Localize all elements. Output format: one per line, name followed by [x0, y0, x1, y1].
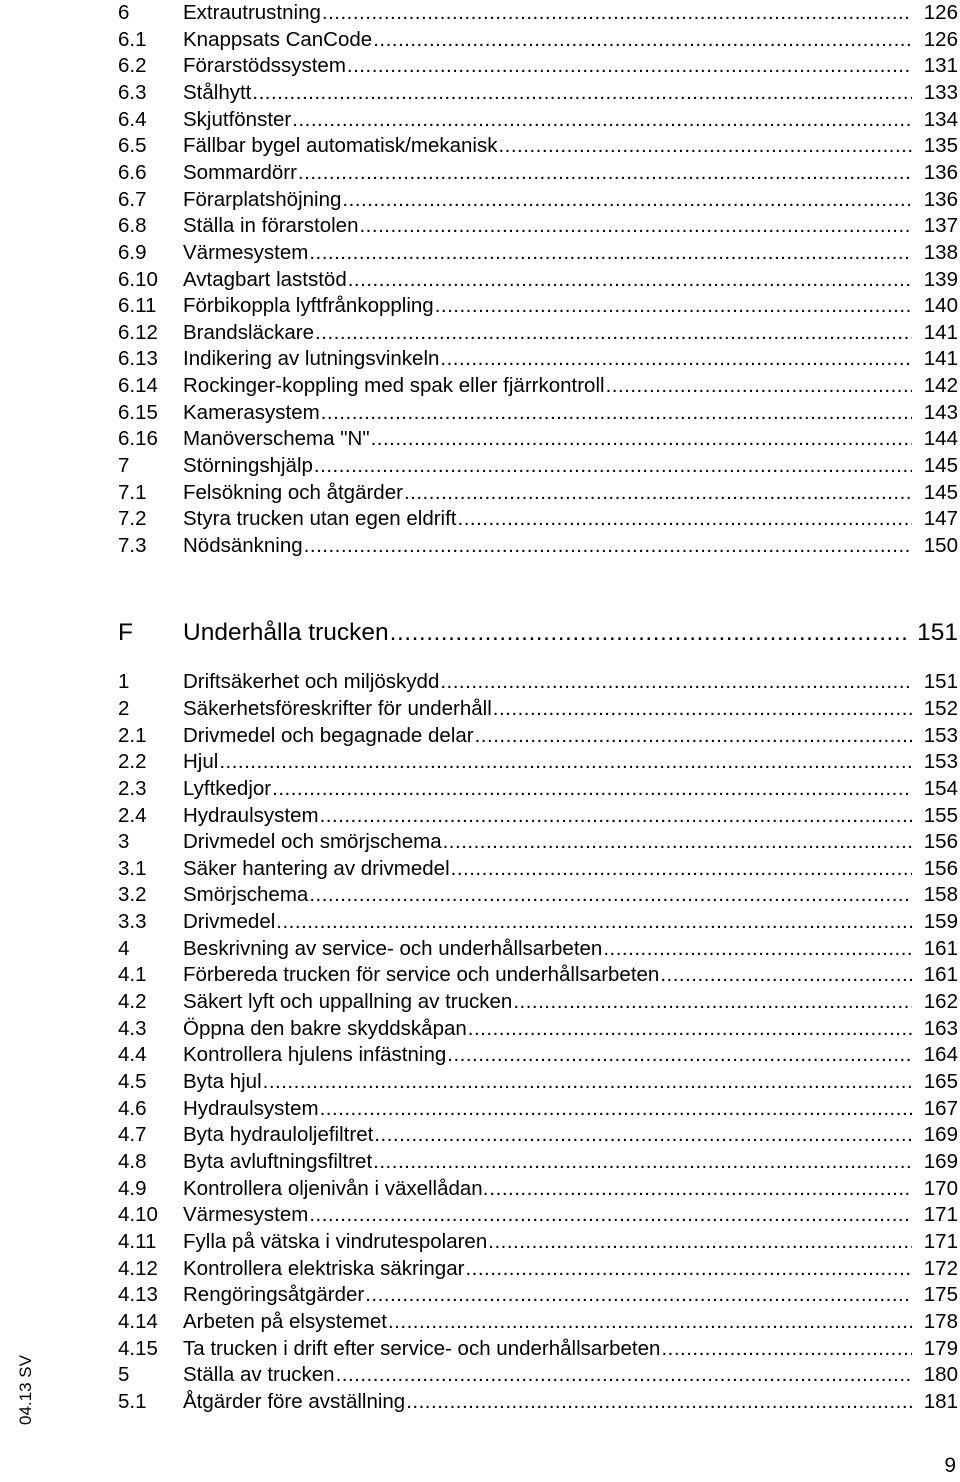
toc-entry-title: Felsökning och åtgärder: [183, 481, 403, 504]
toc-entry-title: Rockinger-koppling med spak eller fjärrkontroll: [183, 374, 605, 397]
toc-entry-number: 6.6: [118, 161, 147, 184]
toc-entry-page: 169: [923, 1150, 958, 1173]
dot-leader: [390, 617, 908, 649]
toc-entry-title: Smörjschema: [183, 883, 309, 906]
toc-entry[interactable]: [118, 1176, 958, 1202]
toc-entry[interactable]: [118, 723, 958, 749]
toc-entry-page: 131: [923, 54, 958, 77]
toc-entry-page: 158: [923, 883, 958, 906]
toc-entry-title: Ställa in förarstolen: [183, 214, 359, 237]
toc-entry-page: 133: [923, 81, 958, 104]
toc-entry[interactable]: [118, 989, 958, 1015]
toc-entry-page: 165: [923, 1070, 958, 1093]
dot-leader: [440, 669, 912, 695]
dot-leader: [404, 480, 912, 506]
toc-entry-page: 181: [923, 1390, 958, 1413]
dot-leader: [298, 160, 912, 186]
toc-entry-title: Kamerasystem: [183, 401, 320, 424]
toc-entry[interactable]: [118, 1096, 958, 1122]
toc-entry-title: Kontrollera hjulens infästning: [183, 1043, 447, 1066]
toc-entry-number: 4.8: [118, 1150, 147, 1173]
toc-entry-page: 159: [923, 910, 958, 933]
page-number: 9: [944, 1454, 956, 1477]
toc-entry-number: 7.3: [118, 534, 147, 557]
toc-entry[interactable]: [118, 962, 958, 988]
toc-entry-title: Förarstödssystem: [183, 54, 346, 77]
toc-entry-page: 134: [923, 108, 958, 131]
dot-leader: [348, 267, 912, 293]
dot-leader: [447, 1042, 912, 1068]
dot-leader: [443, 829, 912, 855]
toc-entry[interactable]: [118, 1362, 958, 1388]
dot-leader: [263, 1069, 912, 1095]
toc-entry-number: 4.9: [118, 1177, 147, 1200]
toc-entry-page: 155: [923, 804, 958, 827]
toc-entry-number: 6.10: [118, 268, 158, 291]
toc-entry-title: Kontrollera oljenivån i växellådan.: [183, 1177, 489, 1200]
dot-leader: [465, 1256, 912, 1282]
toc-entry-page: 136: [923, 161, 958, 184]
toc-entry-title: Stålhytt: [183, 81, 252, 104]
toc-entry-page: 151: [923, 670, 958, 693]
toc-entry-title: Underhålla trucken: [183, 619, 389, 646]
toc-entry-number: 6.11: [118, 294, 157, 317]
dot-leader: [309, 1202, 912, 1228]
toc-entry-number: 1: [118, 670, 130, 693]
toc-entry-number: 7: [118, 454, 130, 477]
toc-entry-title: Hjul: [183, 750, 219, 773]
toc-entry-title: Rengöringsåtgärder: [183, 1283, 365, 1306]
dot-leader: [272, 776, 912, 802]
toc-entry-number: 3: [118, 830, 130, 853]
dot-leader: [498, 133, 912, 159]
dot-leader: [488, 1229, 912, 1255]
toc-entry[interactable]: [118, 1256, 958, 1282]
toc-entry-title: Fylla på vätska i vindrutespolaren: [183, 1230, 488, 1253]
toc-entry[interactable]: [118, 856, 958, 882]
toc-entry-number: 6.4: [118, 108, 147, 131]
toc-entry[interactable]: [118, 187, 958, 213]
toc-entry-title: Förbikoppla lyftfrånkoppling: [183, 294, 434, 317]
toc-entry-number: 6.13: [118, 347, 158, 370]
dot-leader: [219, 749, 912, 775]
dot-leader: [309, 882, 912, 908]
toc-entry[interactable]: [118, 1309, 958, 1335]
toc-entry[interactable]: [118, 1069, 958, 1095]
dot-leader: [373, 1149, 912, 1175]
toc-entry-number: 5.1: [118, 1390, 147, 1413]
dot-leader: [320, 803, 912, 829]
dot-leader: [373, 27, 912, 53]
dot-leader: [451, 856, 912, 882]
toc-entry[interactable]: [118, 27, 958, 53]
toc-entry-page: 164: [923, 1043, 958, 1066]
toc-entry-title: Värmesystem: [183, 241, 309, 264]
dot-leader: [371, 426, 912, 452]
toc-entry[interactable]: [118, 1229, 958, 1255]
toc-entry-title: Fällbar bygel automatisk/mekanisk: [183, 134, 498, 157]
toc-entry[interactable]: [118, 1336, 958, 1362]
toc-entry-title: Drivmedel och smörjschema: [183, 830, 442, 853]
dot-leader: [661, 1336, 912, 1362]
toc-entry-title: Förarplatshöjning: [183, 188, 342, 211]
toc-entry[interactable]: [118, 749, 958, 775]
toc-entry[interactable]: [118, 346, 958, 372]
toc-entry-page: 153: [923, 724, 958, 747]
toc-entry[interactable]: [118, 533, 958, 559]
toc-entry[interactable]: [118, 453, 958, 479]
toc-entry-page: 167: [923, 1097, 958, 1120]
toc-entry-page: 137: [923, 214, 958, 237]
toc-entry-title: Hydraulsystem: [183, 804, 319, 827]
toc-entry-number: 6.15: [118, 401, 158, 424]
toc-entry-page: 140: [923, 294, 958, 317]
toc-entry-page: 161: [923, 963, 958, 986]
toc-entry-number: 4.15: [118, 1337, 158, 1360]
toc-entry-page: 141: [923, 347, 958, 370]
toc-entry-page: 156: [923, 857, 958, 880]
dot-leader: [359, 213, 912, 239]
toc-entry-title: Hydraulsystem: [183, 1097, 319, 1120]
toc-entry-page: 150: [923, 534, 958, 557]
toc-entry-title: Extrautrustning: [183, 1, 321, 24]
dot-leader: [315, 320, 912, 346]
toc-entry-title: Lyftkedjor: [183, 777, 272, 800]
dot-leader: [374, 1122, 912, 1148]
toc-entry[interactable]: [118, 213, 958, 239]
toc-entry-number: 4.6: [118, 1097, 147, 1120]
dot-leader: [435, 293, 912, 319]
toc-entry[interactable]: [118, 882, 958, 908]
toc-entry[interactable]: [118, 80, 958, 106]
dot-leader: [309, 240, 912, 266]
toc-entry-number: 4.2: [118, 990, 147, 1013]
toc-entry-title: Säkert lyft och uppallning av trucken: [183, 990, 513, 1013]
toc-entry[interactable]: [118, 506, 958, 532]
dot-leader: [660, 962, 912, 988]
toc-entry-page: 180: [923, 1363, 958, 1386]
toc-entry-number: 4.13: [118, 1283, 158, 1306]
toc-entry-number: 4.3: [118, 1017, 147, 1040]
toc-entry[interactable]: [118, 293, 958, 319]
toc-entry[interactable]: [118, 909, 958, 935]
dot-leader: [468, 1016, 912, 1042]
dot-leader: [475, 723, 912, 749]
toc-entry-page: 138: [923, 241, 958, 264]
toc-entry-page: 152: [923, 697, 958, 720]
toc-entry-number: 7.2: [118, 507, 147, 530]
toc-entry-number: 4.1: [118, 963, 147, 986]
toc-entry-title: Öppna den bakre skyddskåpan: [183, 1017, 467, 1040]
toc-entry[interactable]: [118, 480, 958, 506]
toc-entry[interactable]: [118, 0, 958, 26]
toc-entry-page: 145: [923, 454, 958, 477]
toc-entry-title: Ställa av trucken: [183, 1363, 335, 1386]
toc-entry-number: 3.1: [118, 857, 147, 880]
toc-entry-number: 6.3: [118, 81, 147, 104]
toc-entry[interactable]: [118, 1202, 958, 1228]
toc-entry-number: 6.9: [118, 241, 147, 264]
toc-entry-title: Ta trucken i drift efter service- och underhållsarbeten: [183, 1337, 661, 1360]
toc-entry-title: Byta avluftningsfiltret: [183, 1150, 373, 1173]
toc-entry-title: Driftsäkerhet och miljöskydd: [183, 670, 440, 693]
toc-entry-title: Brandsläckare: [183, 321, 315, 344]
dot-leader: [342, 187, 912, 213]
toc-entry[interactable]: [118, 267, 958, 293]
toc-entry-title: Säker hantering av drivmedel: [183, 857, 450, 880]
toc-entry-title: Säkerhetsföreskrifter för underhåll: [183, 697, 492, 720]
toc-entry-page: 171: [923, 1203, 958, 1226]
toc-entry-page: 175: [923, 1283, 958, 1306]
toc-entry[interactable]: [118, 240, 958, 266]
toc-entry-number: 7.1: [118, 481, 147, 504]
dot-leader: [365, 1282, 912, 1308]
toc-entry-number: 6.5: [118, 134, 147, 157]
toc-entry-number: 4: [118, 937, 130, 960]
toc-entry-number: 2.3: [118, 777, 147, 800]
toc-entry-number: 4.4: [118, 1043, 147, 1066]
toc-entry-number: 6: [118, 1, 130, 24]
dot-leader: [606, 373, 912, 399]
toc-entry-number: 6.8: [118, 214, 147, 237]
toc-entry-page: 171: [923, 1230, 958, 1253]
toc-entry[interactable]: [118, 1122, 958, 1148]
toc-entry-page: 169: [923, 1123, 958, 1146]
toc-entry-page: 154: [923, 777, 958, 800]
toc-entry-page: 126: [923, 1, 958, 24]
dot-leader: [321, 400, 912, 426]
toc-entry[interactable]: [118, 669, 958, 695]
toc-entry[interactable]: [118, 133, 958, 159]
toc-entry[interactable]: [118, 426, 958, 452]
toc-entry-title: Sommardörr: [183, 161, 297, 184]
toc-entry-title: Beskrivning av service- och underhållsarbeten: [183, 937, 603, 960]
toc-entry-page: 126: [923, 28, 958, 51]
toc-entry-page: 139: [923, 268, 958, 291]
toc-entry[interactable]: [118, 1282, 958, 1308]
dot-leader: [336, 1362, 912, 1388]
toc-entry-number: 3.2: [118, 883, 147, 906]
toc-entry-number: 6.1: [118, 28, 147, 51]
toc-entry-title: Knappsats CanCode: [183, 28, 373, 51]
toc-entry[interactable]: [118, 696, 958, 722]
dot-leader: [314, 453, 912, 479]
toc-entry[interactable]: [118, 400, 958, 426]
dot-leader: [320, 1096, 912, 1122]
toc-entry-number: 4.10: [118, 1203, 158, 1226]
toc-entry-number: 4.5: [118, 1070, 147, 1093]
toc-entry-number: 4.14: [118, 1310, 158, 1333]
toc-entry[interactable]: [118, 53, 958, 79]
dot-leader: [406, 1389, 912, 1415]
toc-entry-page: 172: [923, 1257, 958, 1280]
dot-leader: [304, 533, 912, 559]
toc-entry[interactable]: [118, 1016, 958, 1042]
dot-leader: [347, 53, 912, 79]
toc-entry-number: F: [118, 619, 133, 646]
toc-entry-title: Byta hydrauloljefiltret: [183, 1123, 374, 1146]
toc-entry[interactable]: [118, 1149, 958, 1175]
toc-entry-title: Manöverschema "N": [183, 427, 370, 450]
toc-entry-number: 2.4: [118, 804, 147, 827]
dot-leader: [276, 909, 912, 935]
toc-entry-title: Störningshjälp: [183, 454, 313, 477]
toc-entry-title: Indikering av lutningsvinkeln: [183, 347, 440, 370]
revision-label: 04.13 SV: [16, 1355, 35, 1425]
toc-entry-number: 4.12: [118, 1257, 158, 1280]
toc-entry[interactable]: [118, 1042, 958, 1068]
toc-entry-page: 178: [923, 1310, 958, 1333]
toc-entry-title: Avtagbart laststöd: [183, 268, 347, 291]
toc-chapter-entry[interactable]: [118, 617, 958, 649]
toc-entry-page: 141: [923, 321, 958, 344]
toc-entry[interactable]: [118, 373, 958, 399]
toc-entry-number: 6.14: [118, 374, 158, 397]
toc-entry-page: 162: [923, 990, 958, 1013]
toc-entry[interactable]: [118, 160, 958, 186]
toc-entry-page: 151: [917, 619, 958, 646]
toc-entry-title: Byta hjul: [183, 1070, 262, 1093]
dot-leader: [292, 107, 912, 133]
toc-entry-number: 4.7: [118, 1123, 147, 1146]
toc-entry-page: 179: [923, 1337, 958, 1360]
toc-entry-page: 144: [923, 427, 958, 450]
toc-entry-title: Styra trucken utan egen eldrift: [183, 507, 457, 530]
toc-entry-number: 6.16: [118, 427, 158, 450]
toc-entry[interactable]: [118, 107, 958, 133]
toc-entry[interactable]: [118, 1389, 958, 1415]
dot-leader: [513, 989, 912, 1015]
toc-entry-number: 6.2: [118, 54, 147, 77]
dot-leader: [489, 1176, 912, 1202]
toc-entry-number: 2.1: [118, 724, 147, 747]
toc-entry[interactable]: [118, 936, 958, 962]
toc-entry-title: Kontrollera elektriska säkringar: [183, 1257, 465, 1280]
toc-entry-number: 2.2: [118, 750, 147, 773]
toc-entry-number: 6.7: [118, 188, 147, 211]
toc-entry-page: 161: [923, 937, 958, 960]
dot-leader: [252, 80, 912, 106]
toc-entry[interactable]: [118, 829, 958, 855]
dot-leader: [440, 346, 912, 372]
toc-entry-page: 145: [923, 481, 958, 504]
toc-entry-page: 142: [923, 374, 958, 397]
toc-entry-title: Värmesystem: [183, 1203, 309, 1226]
toc-entry-page: 156: [923, 830, 958, 853]
toc-entry-title: Drivmedel: [183, 910, 276, 933]
toc-entry-title: Förbereda trucken för service och underhållsarbeten: [183, 963, 660, 986]
toc-entry-title: Drivmedel och begagnade delar: [183, 724, 474, 747]
dot-leader: [458, 506, 913, 532]
toc-entry-page: 147: [923, 507, 958, 530]
dot-leader: [603, 936, 912, 962]
dot-leader: [388, 1309, 912, 1335]
toc-entry-title: Arbeten på elsystemet: [183, 1310, 387, 1333]
dot-leader: [322, 0, 912, 26]
toc-entry[interactable]: [118, 803, 958, 829]
toc-entry-title: Åtgärder före avställning: [183, 1390, 406, 1413]
dot-leader: [493, 696, 912, 722]
toc-entry-number: 3.3: [118, 910, 147, 933]
toc-entry-title: Skjutfönster: [183, 108, 292, 131]
toc-entry-number: 4.11: [118, 1230, 157, 1253]
toc-entry-page: 136: [923, 188, 958, 211]
toc-entry-page: 143: [923, 401, 958, 424]
toc-entry-page: 135: [923, 134, 958, 157]
toc-entry-number: 5: [118, 1363, 130, 1386]
toc-entry-page: 163: [923, 1017, 958, 1040]
toc-entry-page: 170: [923, 1177, 958, 1200]
toc-entry-number: 6.12: [118, 321, 158, 344]
toc-entry[interactable]: [118, 320, 958, 346]
toc-entry-page: 153: [923, 750, 958, 773]
toc-entry[interactable]: [118, 776, 958, 802]
toc-entry-number: 2: [118, 697, 130, 720]
toc-entry-title: Nödsänkning: [183, 534, 303, 557]
